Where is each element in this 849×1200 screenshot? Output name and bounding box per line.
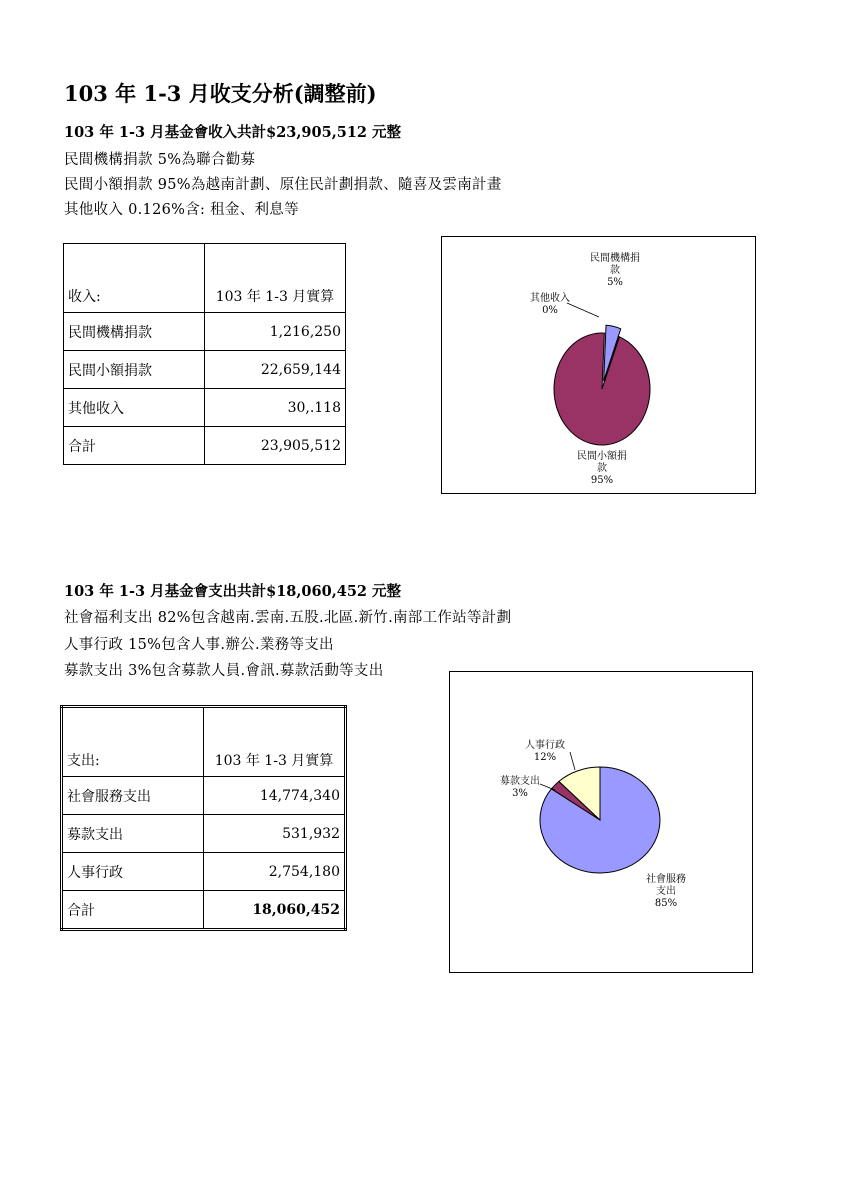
income-header-label: 收入: <box>64 244 205 313</box>
expense-row-value: 531,932 <box>204 815 346 853</box>
expense-total-value: 18,060,452 <box>204 891 346 930</box>
pie-slice-label: 其他收入 0% <box>530 293 570 316</box>
expense-heading: 103 年 1-3 月基金會支出共計$18,060,452 元整 <box>64 583 402 600</box>
table-row <box>64 313 346 351</box>
table-row <box>62 891 346 930</box>
pie-slice-label: 民間機構捐款 5% <box>590 253 640 288</box>
table-row <box>62 707 346 777</box>
expense-pie-svg <box>450 672 752 972</box>
table-row <box>62 777 346 815</box>
pie-slice-label: 募款支出 3% <box>500 776 540 799</box>
table-row <box>62 853 346 891</box>
income-heading: 103 年 1-3 月基金會收入共計$23,905,512 元整 <box>64 124 402 141</box>
table-row <box>62 815 346 853</box>
income-pie-chart <box>441 236 756 494</box>
expense-total-label: 合計 <box>62 891 204 930</box>
income-row-label: 民間機構捐款 <box>64 313 205 351</box>
income-row-value: 22,659,144 <box>205 351 346 389</box>
income-total-value: 23,905,512 <box>205 427 346 465</box>
income-note-1: 民間機構捐款 5%為聯合勸募 <box>64 152 256 168</box>
table-row <box>64 244 346 313</box>
table-row <box>64 351 346 389</box>
pie-slice <box>554 333 650 445</box>
income-note-3: 其他收入 0.126%含: 租金、利息等 <box>64 202 299 218</box>
income-note-2: 民間小額捐款 95%為越南計劃、原住民計劃捐款、隨喜及雲南計畫 <box>64 177 502 193</box>
pie-slice-label: 社會服務支出 85% <box>646 874 686 909</box>
income-row-value: 30,.118 <box>205 389 346 427</box>
income-header-value: 103 年 1-3 月實算 <box>205 244 346 313</box>
expense-row-value: 14,774,340 <box>204 777 346 815</box>
pie-leader-line <box>570 752 575 770</box>
income-row-value: 1,216,250 <box>205 313 346 351</box>
income-total-label: 合計 <box>64 427 205 465</box>
expense-pie-chart <box>449 671 753 973</box>
expense-row-value: 2,754,180 <box>204 853 346 891</box>
pie-slice-label: 民間小額捐款 95% <box>577 451 627 486</box>
expense-note-2: 人事行政 15%包含人事.辦公.業務等支出 <box>64 637 334 653</box>
pie-leader-line <box>567 303 599 317</box>
expense-note-3: 募款支出 3%包含募款人員.會訊.募款活動等支出 <box>64 663 384 679</box>
expense-table <box>60 705 347 931</box>
page-title: 103 年 1-3 月收支分析(調整前) <box>64 81 377 106</box>
expense-row-label: 人事行政 <box>62 853 204 891</box>
expense-row-label: 募款支出 <box>62 815 204 853</box>
income-table <box>63 243 346 465</box>
table-row <box>64 389 346 427</box>
expense-note-1: 社會福利支出 82%包含越南.雲南.五股.北區.新竹.南部工作站等計劃 <box>64 610 512 626</box>
income-row-label: 其他收入 <box>64 389 205 427</box>
expense-header-label: 支出: <box>62 707 204 777</box>
expense-row-label: 社會服務支出 <box>62 777 204 815</box>
income-pie-svg <box>442 237 755 493</box>
income-row-label: 民間小額捐款 <box>64 351 205 389</box>
table-row <box>64 427 346 465</box>
expense-header-value: 103 年 1-3 月實算 <box>204 707 346 777</box>
pie-slice-label: 人事行政 12% <box>525 740 565 763</box>
